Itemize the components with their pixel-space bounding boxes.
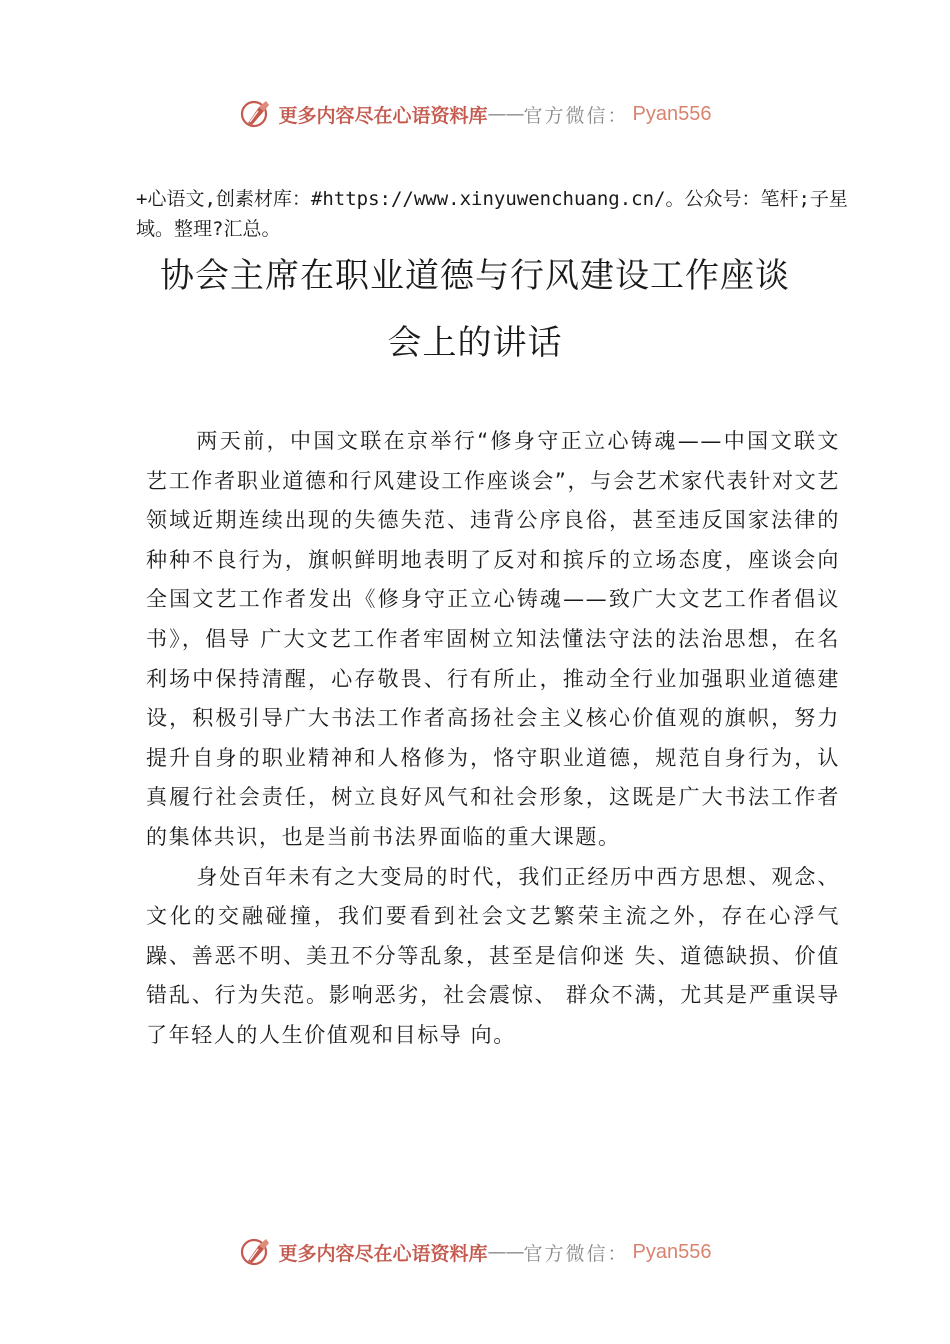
banner-brand-text: 更多内容尽在心语资料库: [278, 104, 488, 127]
header-banner: [0, 94, 950, 134]
banner-dash: ——: [487, 1241, 524, 1263]
body-paragraph-1: 两天前，中国文联在京举行“修身守正立心铸魂——中国文联文艺工作者职业道德和行风建设工作座谈会”，与会艺术家代表针对文艺领域近期连续出现的失德失范、违背公序良俗，甚至违反国家法律的种种不良行为，旗帜鲜明地表明了反对和摈斥的立场态度，座谈会向全国文艺工作者发出《修身守正立心铸魂——致广大文艺工作者倡议书》，倡导 广大文艺工作者牢固树立知法懂法守法的法治思想，在名利场中保持清醒，心存敬畏、行有所止，推动全行业加强职业道德建设，积极引导广大书法工作者高扬社会主义核心价值观的旗帜，努力提升自身的职业精神和人格修为，恪守职业道德，规范自身行为，认真履行社会责任，树立良好风气和社会形象，这既是广大书法工作者的集体共识，也是当前书法界面临的重大课题。: [146, 429, 840, 849]
pen-nib-logo-icon: [239, 1235, 273, 1269]
banner-wechat-id: Pyan556: [632, 1240, 712, 1263]
document-title-line-1: 协会主席在职业道德与行风建设工作座谈: [160, 256, 790, 296]
banner-wechat-id: Pyan556: [632, 102, 712, 125]
document-title-line-2: 会上的讲话: [387, 323, 563, 363]
pen-nib-logo-icon: [239, 97, 273, 131]
document-body: [146, 422, 840, 1056]
footer-banner: [0, 1232, 950, 1272]
banner-dash: ——: [487, 103, 524, 125]
banner-wechat-label: 官方微信：: [523, 104, 629, 127]
banner-wechat-label: 官方微信：: [523, 1242, 629, 1265]
source-note: +心语文,创素材库：#https://www.xinyuwenchuang.cn/。公众号：笔杆;子星域。整理?汇总。: [136, 188, 848, 240]
body-paragraph-2: 身处百年未有之大变局的时代，我们正经历中西方思想、观念、文化的交融碰撞，我们要看到社会文艺繁荣主流之外，存在心浮气躁、善恶不明、美丑不分等乱象，甚至是信仰迷 失、道德缺损、价值错乱、行为失范。影响恶劣，社会震惊、 群众不满，尤其是严重误导了年轻人的人生价值观和目标导 向。: [146, 864, 840, 1047]
banner-brand-text: 更多内容尽在心语资料库: [278, 1242, 488, 1265]
